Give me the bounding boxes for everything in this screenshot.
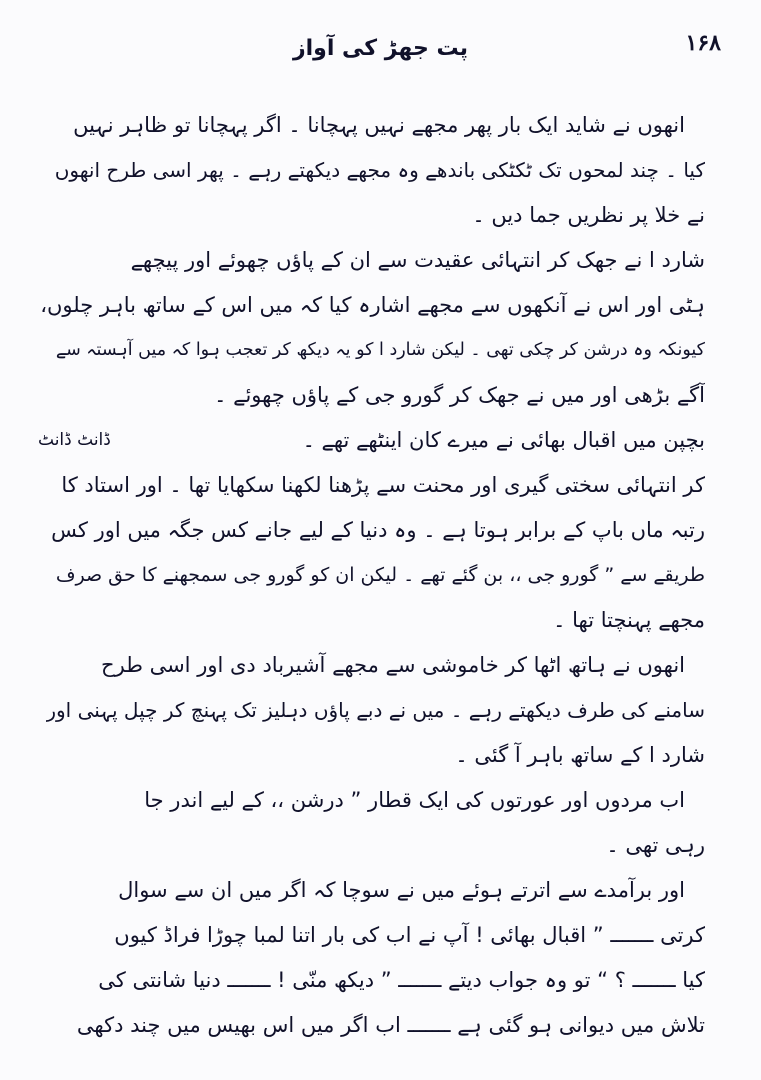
text-line: شارد ا نے جھک کر انتہائی عقیدت سے ان کے پاؤں چھوئے اور پیچھے bbox=[130, 248, 705, 272]
page-number: ۱۶۸ bbox=[685, 30, 721, 56]
text-line: رہی تھی ۔ bbox=[606, 833, 705, 857]
text-line: تلاش میں دیوانی ہو گئی ہے ـــــــ اب اگر میں اس بھیس میں چند دکھی bbox=[76, 1013, 705, 1037]
text-line: ہٹی اور اس نے آنکھوں سے مجھے اشارہ کیا کہ میں اس کے ساتھ باہر چلوں، bbox=[40, 293, 705, 317]
text-line: کر انتہائی سختی گیری اور محنت سے پڑھنا لکھنا سکھایا تھا ۔ اور استاد کا bbox=[61, 473, 705, 497]
text-line: اب مردوں اور عورتوں کی ایک قطار ” درشن ،، کے لیے اندر جا bbox=[144, 788, 685, 812]
text-line: کیا ۔ چند لمحوں تک ٹکٹکی باندھے وہ مجھے دیکھتے رہے ۔ پھر اسی طرح انھوں bbox=[54, 158, 705, 182]
page-header bbox=[40, 22, 721, 72]
text-line: مجھے پہنچتا تھا ۔ bbox=[553, 608, 705, 632]
text-line: آگے بڑھی اور میں نے جھک کر گورو جی کے پاؤں چھوئے ۔ bbox=[214, 383, 705, 407]
text-line: طریقے سے ” گورو جی ،، بن گئے تھے ۔ لیکن ان کو گورو جی سمجھنے کا حق صرف bbox=[55, 564, 705, 586]
text-line: بچپن میں اقبال بھائی نے میرے کان اینٹھے تھے ۔ bbox=[302, 428, 705, 452]
text-line: انھوں نے ہاتھ اٹھا کر خاموشی سے مجھے آشیرباد دی اور اسی طرح bbox=[101, 653, 685, 677]
text-line: رتبہ ماں باپ کے برابر ہوتا ہے ۔ وہ دنیا کے لیے جانے کس جگہ میں اور کس bbox=[51, 518, 705, 542]
text-line: کرتی ـــــــ ” اقبال بھائی ! آپ نے اب کی بار اتنا لمبا چوڑا فراڈ کیوں bbox=[114, 923, 705, 947]
page-title: پت جھڑ کی آواز bbox=[292, 36, 469, 61]
text-line: اور برآمدے سے اترتے ہوئے میں نے سوچا کہ اگر میں ان سے سوال bbox=[118, 878, 685, 902]
text-line: کیونکہ وہ درشن کر چکی تھی ۔ لیکن شارد ا کو یہ دیکھ کر تعجب ہوا کہ میں آہستہ سے bbox=[55, 340, 705, 360]
text-line: انھوں نے شاید ایک بار پھر مجھے نہیں پہچانا ۔ اگر پہچانا تو ظاہر نہیں bbox=[73, 113, 685, 137]
text-line: کیا ـــــــ ؟ “ تو وہ جواب دیتے ـــــــ ” دیکھ منّی ! ـــــــ دنیا شانتی کی bbox=[98, 968, 705, 992]
text-line: شارد ا کے ساتھ باہر آ گئی ۔ bbox=[455, 743, 705, 767]
text-line: نے خلا پر نظریں جما دیں ۔ bbox=[472, 203, 705, 227]
margin-note: ڈانٹ ڈانٹ bbox=[38, 430, 111, 450]
text-line: سامنے کی طرف دیکھتے رہے ۔ میں نے دبے پاؤں دہلیز تک پہنچ کر چپل پہنی اور bbox=[46, 698, 705, 722]
